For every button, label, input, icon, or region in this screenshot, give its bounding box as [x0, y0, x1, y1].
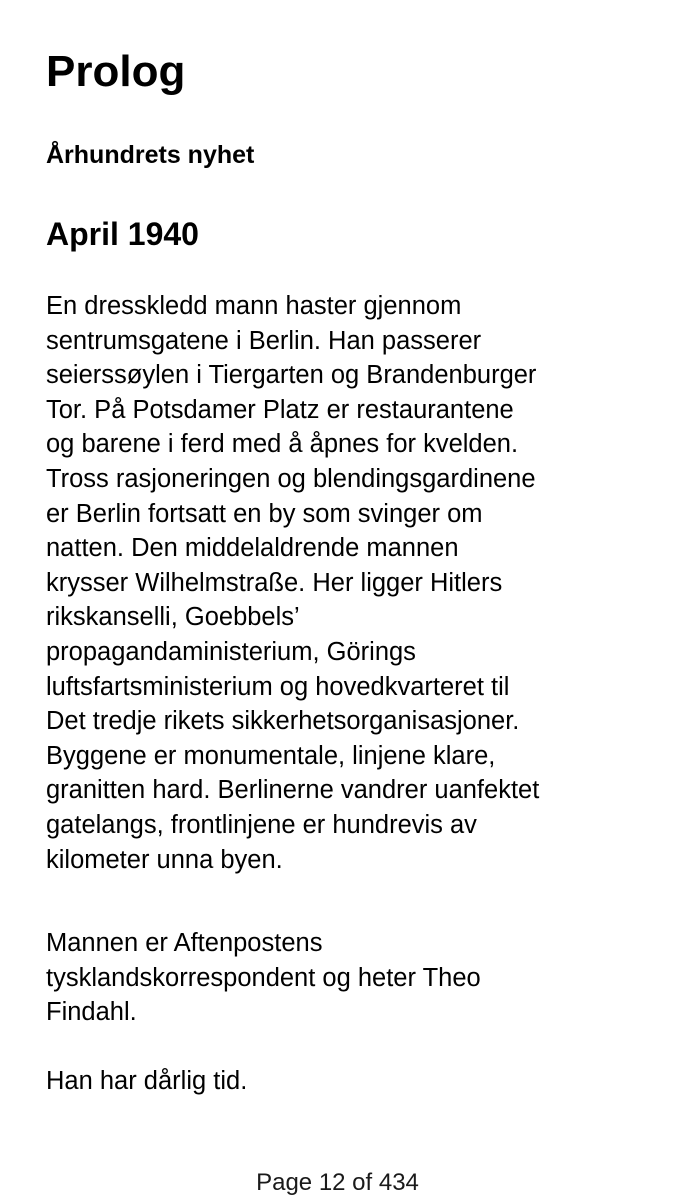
- text-line: kilometer unna byen.: [46, 845, 283, 874]
- text-line: luftsfartsministerium og hovedkvarteret til: [46, 672, 510, 701]
- text-line: krysser Wilhelmstraße. Her ligger Hitlers: [46, 568, 503, 597]
- paragraph: [46, 1064, 247, 1099]
- text-line: tysklandskorrespondent og heter Theo: [46, 963, 481, 992]
- paragraph: [46, 926, 481, 1030]
- text-line: er Berlin fortsatt en by som svinger om: [46, 499, 483, 528]
- text-line: Det tredje rikets sikkerhetsorganisasjoner.: [46, 707, 520, 736]
- text-line: En dresskledd mann haster gjennom: [46, 292, 462, 320]
- text-line: Tross rasjoneringen og blendingsgardinene: [46, 464, 536, 493]
- text-line: sentrumsgatene i Berlin. Han passerer: [46, 326, 482, 355]
- text-line: propagandaministerium, Görings: [46, 637, 416, 666]
- paragraph: [46, 289, 539, 877]
- chapter-title: Prolog: [46, 47, 186, 96]
- text-line: gatelangs, frontlinjene er hundrevis av: [46, 810, 477, 839]
- section-heading: April 1940: [46, 216, 199, 252]
- text-line: og barene i ferd med å åpnes for kvelden.: [46, 430, 519, 459]
- text-line: Tor. På Potsdamer Platz er restaurantene: [46, 395, 514, 424]
- text-line: Byggene er monumentale, linjene klare,: [46, 741, 496, 770]
- page-indicator: Page 12 of 434: [256, 1169, 419, 1196]
- text-line: natten. Den middelaldrende mannen: [46, 534, 459, 563]
- text-line: rikskanselli, Goebbels’: [46, 603, 300, 632]
- text-line: seierssøylen i Tiergarten og Brandenburger: [46, 361, 537, 390]
- chapter-subtitle: Århundrets nyhet: [46, 141, 255, 169]
- text-line: Mannen er Aftenpostens: [46, 929, 323, 957]
- text-line: granitten hard. Berlinerne vandrer uanfektet: [46, 776, 540, 805]
- text-line: Findahl.: [46, 998, 137, 1027]
- text-line: Han har dårlig tid.: [46, 1067, 248, 1095]
